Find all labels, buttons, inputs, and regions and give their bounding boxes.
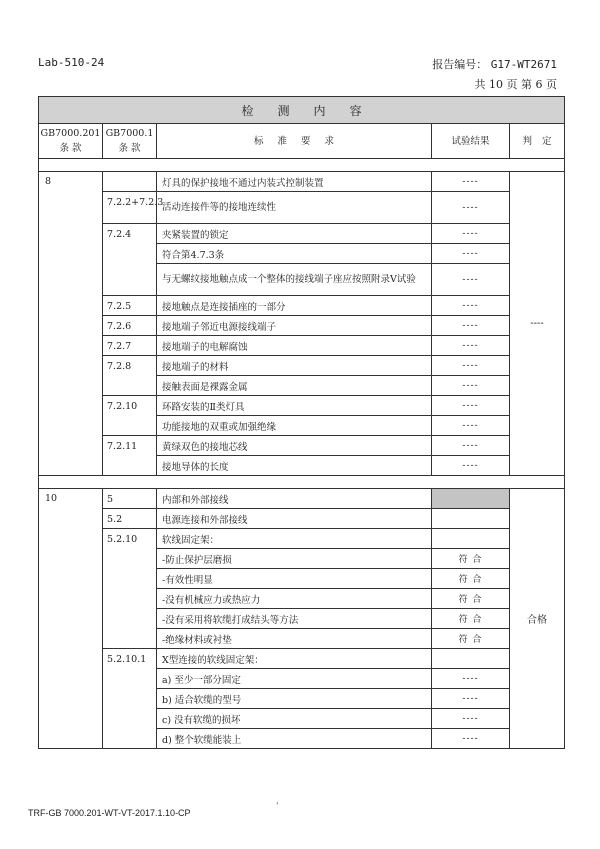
col-header-gb7000-201 [39,124,103,159]
requirement-text: 接地端子邻近电源接线端子 [157,316,432,336]
requirement-text: 活动连接件等的接地连续性 [157,192,432,224]
spacer [39,159,565,172]
clause-gb7000-1: 5 [103,489,157,509]
clause-gb7000-1: 7.2.7 [103,336,157,356]
clause-gb7000-1: 5.2.10.1 [103,649,157,749]
test-result: ---- [432,416,510,436]
report-number [432,55,557,75]
requirement-text: 符合第4.7.3条 [157,244,432,264]
page-info: 共 10 页 第 6 页 [474,78,557,91]
test-result: ---- [432,224,510,244]
requirement-text: 与无螺纹接地触点成一个整体的接线端子座应按照附录V试验 [157,264,432,296]
table-row [39,436,565,456]
table-title: 检测内容 [39,97,565,124]
clause-gb7000-201: 10 [39,489,103,749]
table-row [39,396,565,416]
clause-gb7000-1 [103,172,157,192]
requirement-text: 接地端子的材料 [157,356,432,376]
test-result: ---- [432,396,510,416]
requirement-text: 黄绿双色的接地芯线 [157,436,432,456]
col-header-gb7000-1 [103,124,157,159]
test-result [432,509,510,529]
requirement-text: X型连接的软线固定架： [157,649,432,669]
test-result [432,649,510,669]
test-result: ---- [432,436,510,456]
verdict: ---- [510,172,565,476]
report-number-value: G17-WT2671 [490,58,557,71]
table-row [39,296,565,316]
table-row [39,224,565,244]
requirement-text: 接触表面是裸露金属 [157,376,432,396]
clause-gb7000-201: 8 [39,172,103,476]
requirement-text: 功能接地的双重或加强绝缘 [157,416,432,436]
clause-gb7000-1: 7.2.2+7.2.3 [103,192,157,224]
test-result: ---- [432,709,510,729]
test-result [432,529,510,549]
col-header-gb7000-201-line1: GB7000.201 [40,128,101,139]
test-result: ---- [432,336,510,356]
requirement-text: 灯具的保护接地不通过内装式控制装置 [157,172,432,192]
clause-gb7000-1: 7.2.10 [103,396,157,436]
requirement-text: 接地导体的长度 [157,456,432,476]
clause-gb7000-1: 7.2.6 [103,316,157,336]
table-row [39,316,565,336]
requirement-text: b) 适合软缆的型号 [157,689,432,709]
table-row [39,172,565,192]
test-result: 符 合 [432,569,510,589]
lab-code: Lab-510-24 [38,56,105,69]
clause-gb7000-1: 5.2.10 [103,529,157,649]
clause-gb7000-1: 7.2.4 [103,224,157,296]
requirement-text: -防止保护层磨损 [157,549,432,569]
test-result: 符 合 [432,629,510,649]
clause-gb7000-1: 7.2.5 [103,296,157,316]
footer-mark: ' [276,802,279,812]
test-result: 符 合 [432,549,510,569]
spacer [39,476,565,489]
requirement-text: 夹紧装置的锁定 [157,224,432,244]
clause-gb7000-1: 7.2.8 [103,356,157,396]
requirement-text: 电源连接和外部接线 [157,509,432,529]
clause-gb7000-1: 7.2.11 [103,436,157,476]
col-header-gb7000-1-line2: 条 款 [118,143,141,154]
requirement-text: -没有机械应力或热应力 [157,589,432,609]
test-result: ---- [432,376,510,396]
test-result: 符 合 [432,589,510,609]
test-result: ---- [432,689,510,709]
col-header-verdict: 判定 [510,124,565,159]
col-header-standard: 标准要求 [157,124,432,159]
requirement-text: 内部和外部接线 [157,489,432,509]
table-row [39,509,565,529]
clause-gb7000-1: 5.2 [103,509,157,529]
test-result [432,489,510,509]
test-result: ---- [432,356,510,376]
test-result: ---- [432,316,510,336]
test-result: ---- [432,172,510,192]
verdict: 合格 [510,489,565,749]
requirement-text: d) 整个软缆能装上 [157,729,432,749]
inspection-table [38,96,565,749]
test-result: ---- [432,264,510,296]
form-code: TRF-GB 7000.201-WT-VT-2017.1.10-CP [28,808,191,818]
test-result: ---- [432,456,510,476]
requirement-text: -绝缘材料或衬垫 [157,629,432,649]
requirement-text: a) 至少一部分固定 [157,669,432,689]
test-result: 符 合 [432,609,510,629]
test-result: ---- [432,192,510,224]
requirement-text: 环路安装的Ⅱ类灯具 [157,396,432,416]
requirement-text: c) 没有软缆的损坏 [157,709,432,729]
col-header-gb7000-201-line2: 条 款 [59,143,82,154]
table-row [39,192,565,224]
table-row [39,336,565,356]
test-result: ---- [432,296,510,316]
report-number-label: 报告编号： [432,58,488,71]
test-result: ---- [432,669,510,689]
table-row [39,489,565,509]
table-row [39,529,565,549]
col-header-gb7000-1-line1: GB7000.1 [105,128,154,139]
requirement-text: -没有采用将软缆打成结头等方法 [157,609,432,629]
table-row [39,356,565,376]
table-row [39,649,565,669]
report-header [432,55,557,95]
col-header-result: 试验结果 [432,124,510,159]
requirement-text: 接地端子的电解腐蚀 [157,336,432,356]
requirement-text: 接地触点是连接插座的一部分 [157,296,432,316]
requirement-text: -有效性明显 [157,569,432,589]
test-result: ---- [432,244,510,264]
test-result: ---- [432,729,510,749]
requirement-text: 软线固定架： [157,529,432,549]
